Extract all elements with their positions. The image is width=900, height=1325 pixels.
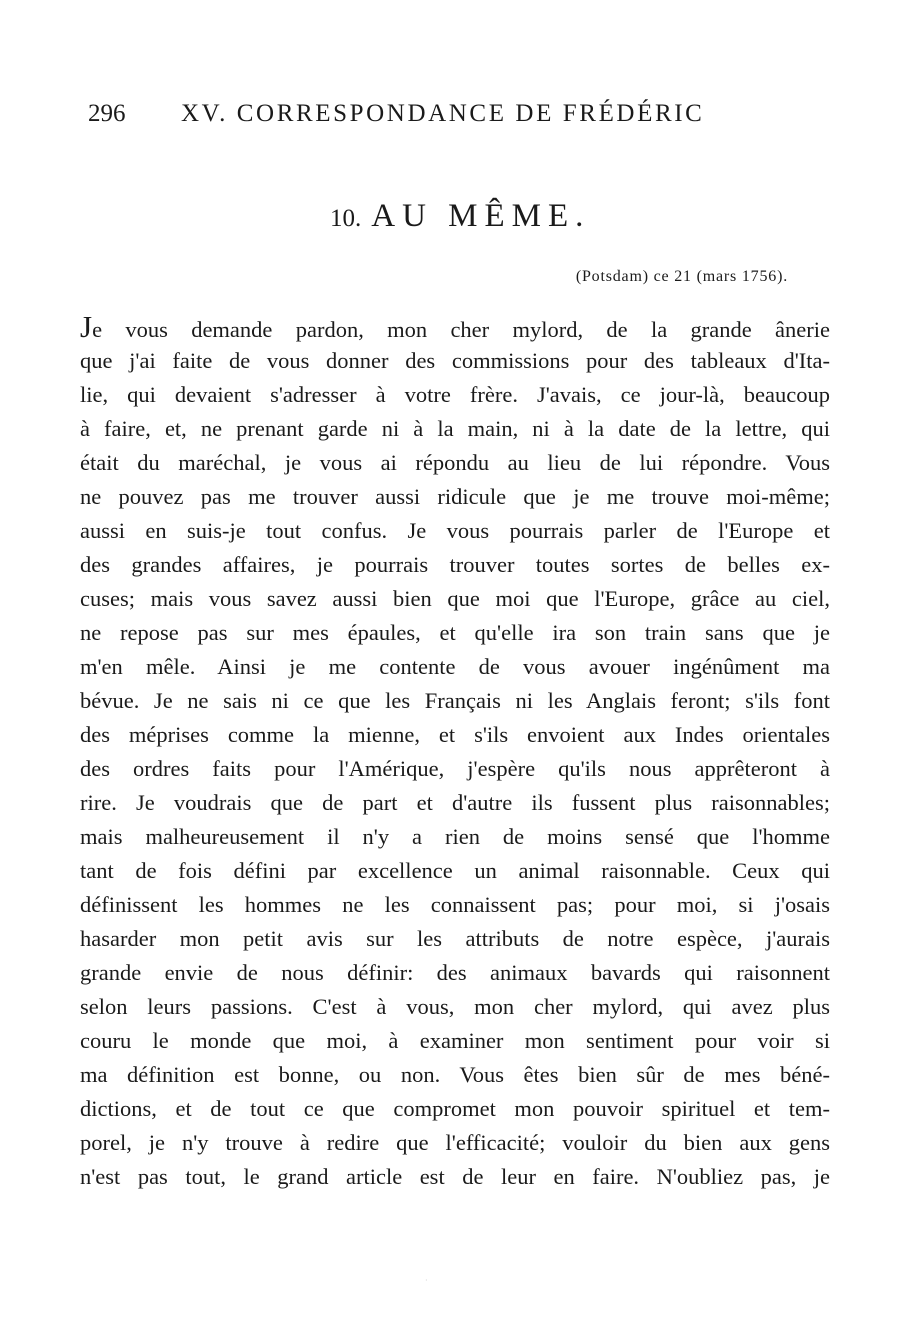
body-line: selon leurs passions. C'est à vous, mon cher mylord, qui avez plus (80, 994, 830, 1019)
body-line: définissent les hommes ne les connaissent pas; pour moi, si j'osais (80, 892, 830, 917)
letter-title: AU MÊME. (371, 198, 591, 234)
body-line: grande envie de nous définir: des animaux bavards qui raisonnent (80, 960, 830, 985)
letter-number: 10. (330, 205, 362, 232)
dateline: (Potsdam) ce 21 (mars 1756). (575, 268, 788, 285)
running-head (88, 100, 748, 134)
body-line: lie, qui devaient s'adresser à votre frère. J'avais, ce jour-là, beaucoup (80, 382, 830, 407)
body-line: était du maréchal, je vous ai répondu au lieu de lui répondre. Vous (80, 450, 830, 475)
body-line: rire. Je voudrais que de part et d'autre ils fussent plus raisonnables; (80, 790, 830, 815)
page-number: 296 (88, 100, 126, 127)
body-line: ne pouvez pas me trouver aussi ridicule que je me trouve moi-même; (80, 484, 830, 509)
body-line: cuses; mais vous savez aussi bien que moi que l'Europe, grâce au ciel, (80, 586, 830, 611)
body-line: ne repose pas sur mes épaules, et qu'elle ira son train sans que je (80, 620, 830, 645)
letter-heading (330, 198, 630, 244)
body-line: dictions, et de tout ce que compromet mon pouvoir spirituel et tem- (80, 1096, 830, 1121)
body-line: n'est pas tout, le grand article est de leur en faire. N'oubliez pas, je (80, 1164, 830, 1189)
body-line: des grandes affaires, je pourrais trouver toutes sortes de belles ex- (80, 552, 830, 577)
body-line: bévue. Je ne sais ni ce que les Français ni les Anglais feront; s'ils font (80, 688, 830, 713)
initial-letter: J (80, 310, 93, 344)
body-line: aussi en suis-je tout confus. Je vous pourrais parler de l'Europe et (80, 518, 830, 543)
body-line: m'en mêle. Ainsi je me contente de vous avouer ingénûment ma (80, 654, 830, 679)
body-line: des méprises comme la mienne, et s'ils envoient aux Indes orientales (80, 722, 830, 747)
body-line: hasarder mon petit avis sur les attributs de notre espèce, j'aurais (80, 926, 830, 951)
body-line: mais malheureusement il n'y a rien de moins sensé que l'homme (80, 824, 830, 849)
body-line: que j'ai faite de vous donner des commissions pour des tableaux d'Ita- (80, 348, 830, 373)
body-line-text: e vous demande pardon, mon cher mylord, de la grande ânerie (92, 317, 830, 342)
letter-body (80, 310, 830, 1210)
body-line: porel, je n'y trouve à redire que l'efficacité; vouloir du bien aux gens (80, 1130, 830, 1155)
body-line: à faire, et, ne prenant garde ni à la main, ni à la date de la lettre, qui (80, 416, 830, 441)
body-line (80, 310, 830, 344)
body-line: tant de fois défini par excellence un animal raisonnable. Ceux qui (80, 858, 830, 883)
running-head-title: XV. CORRESPONDANCE DE FRÉDÉRIC (181, 100, 705, 127)
body-line: ma définition est bonne, ou non. Vous êtes bien sûr de mes béné- (80, 1062, 830, 1087)
body-line: des ordres faits pour l'Amérique, j'espère qu'ils nous apprêteront à (80, 756, 830, 781)
footer-dot: · (425, 1276, 428, 1285)
body-line: couru le monde que moi, à examiner mon sentiment pour voir si (80, 1028, 830, 1053)
